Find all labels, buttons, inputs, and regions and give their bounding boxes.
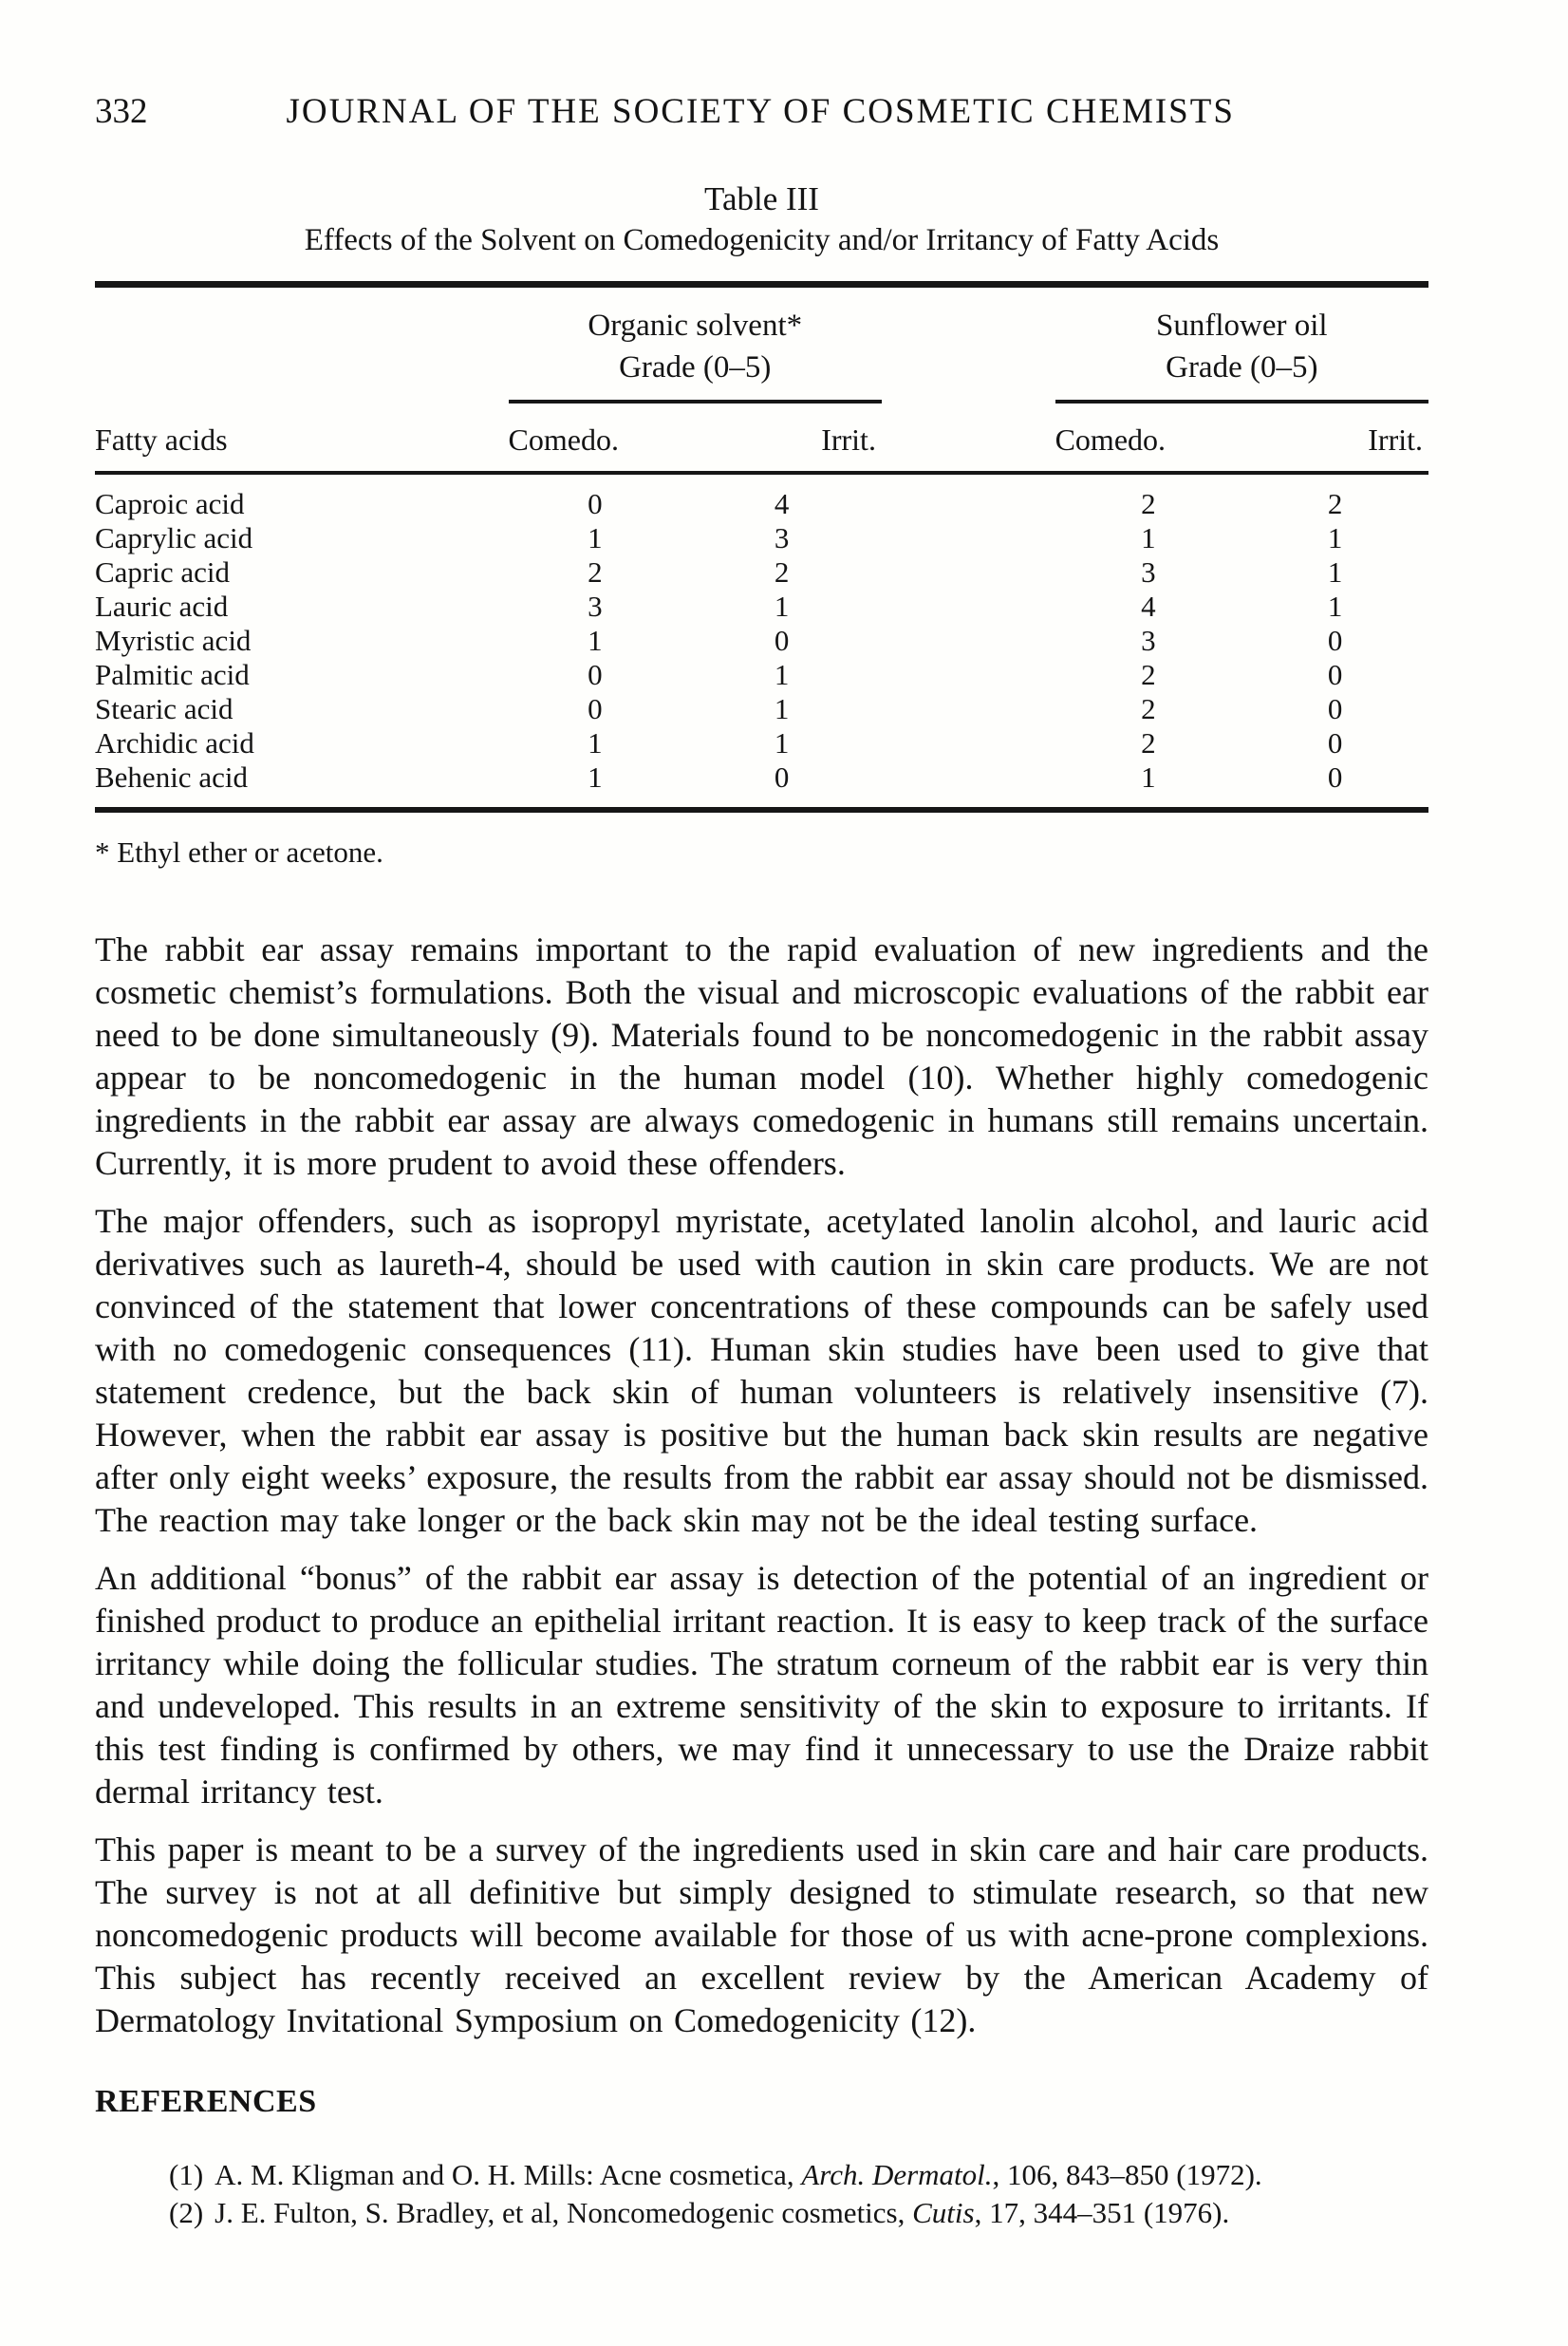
table-body xyxy=(95,473,1428,810)
fatty-acid-name: Capric acid xyxy=(95,555,231,590)
group-gap xyxy=(882,285,1055,403)
gap-cell xyxy=(882,624,1055,658)
reference-journal: Cutis xyxy=(912,2196,975,2230)
column-header-fatty-acids: Fatty acids xyxy=(95,402,509,473)
column-header-comedo-organic: Comedo. xyxy=(509,402,682,473)
column-header-irrit-sunflower: Irrit. xyxy=(1241,402,1428,473)
grade-value: 0 xyxy=(1327,658,1343,692)
grade-value: 2 xyxy=(1141,726,1156,760)
grade-value: 1 xyxy=(774,726,790,760)
grade-value: 2 xyxy=(774,555,790,590)
column-header-comedo-sunflower: Comedo. xyxy=(1055,402,1242,473)
fatty-acid-name: Stearic acid xyxy=(95,692,233,726)
column-header-gap xyxy=(882,402,1055,473)
reference-text: J. E. Fulton, S. Bradley, et al, Noncomedogenic cosmetics, xyxy=(215,2196,913,2230)
grade-value: 3 xyxy=(1141,624,1156,658)
fatty-acid-name: Caprylic acid xyxy=(95,521,253,555)
reference-text: , 17, 344–351 (1976). xyxy=(974,2196,1230,2230)
column-header-irrit-organic: Irrit. xyxy=(681,402,882,473)
group-sublabel: Grade (0–5) xyxy=(1166,350,1318,385)
table-row xyxy=(95,555,1428,590)
reference-text: , 106, 843–850 (1972). xyxy=(992,2158,1262,2192)
article-body xyxy=(95,929,1428,2042)
gap-cell xyxy=(882,726,1055,760)
gap-cell xyxy=(882,590,1055,624)
group-header-sunflower-oil xyxy=(1055,285,1428,403)
gap-cell xyxy=(882,760,1055,810)
body-paragraph: The major offenders, such as isopropyl myristate, acetylated lanolin alcohol, and lauric acid derivatives such as laureth-4, should be used with caution in skin care products. We are not convinced of the statement that lower concentrations of these compounds can be safely used with no comedogenic consequences (11). Human skin studies have been used to give that statement credence, but the back skin of human volunteers is relatively insensitive (7). However, when the rabbit ear assay is positive but the human back skin results are negative after only eight weeks’ exposure, the results from the rabbit ear assay should not be dismissed. The reaction may take longer or the back skin may not be the ideal testing surface. xyxy=(95,1202,1428,1540)
grade-value: 1 xyxy=(1327,555,1343,590)
fatty-acid-name: Archidic acid xyxy=(95,726,254,760)
table-row xyxy=(95,521,1428,555)
table-row xyxy=(95,726,1428,760)
body-paragraph: The rabbit ear assay remains important to the rapid evaluation of new ingredients and the cosmetic chemist’s formulations. Both the visual and microscopic evaluations of the rabbit ear need to be done simultaneously (9). Materials found to be noncomedogenic in the rabbit assay appear to be noncomedogenic in the human model (10). Whether highly comedogenic ingredients in the rabbit ear assay are always comedogenic in humans still remains uncertain. Currently, it is more prudent to avoid these offenders. xyxy=(95,930,1428,1183)
running-title: JOURNAL OF THE SOCIETY OF COSMETIC CHEMISTS xyxy=(286,92,1235,131)
reference-item xyxy=(169,2156,1428,2194)
gap-cell xyxy=(882,692,1055,726)
reference-journal: Arch. Dermatol. xyxy=(801,2158,993,2192)
reference-number: (2) xyxy=(169,2196,204,2230)
column-header-row xyxy=(95,402,1428,473)
body-paragraph: This paper is meant to be a survey of the ingredients used in skin care and hair care products. The survey is not at all definitive but simply designed to stimulate research, so that new noncomedogenic products will become available for those of us with acne-prone complexions. This subject has recently received an excellent review by the American Academy of Dermatology Invitational Symposium on Comedogenicity (12). xyxy=(95,1830,1428,2040)
gap-cell xyxy=(882,473,1055,521)
page-number: 332 xyxy=(95,92,148,131)
table-row xyxy=(95,692,1428,726)
table-row xyxy=(95,658,1428,692)
table-subtitle: Effects of the Solvent on Comedogenicity and/or Irritancy of Fatty Acids xyxy=(304,223,1220,258)
grade-value: 1 xyxy=(1327,590,1343,624)
table-title: Table III xyxy=(704,180,819,218)
fatty-acid-name: Palmitic acid xyxy=(95,658,250,692)
table-row xyxy=(95,473,1428,521)
table-row xyxy=(95,624,1428,658)
grade-value: 0 xyxy=(774,760,790,795)
grade-value: 2 xyxy=(1141,658,1156,692)
grade-value: 0 xyxy=(774,624,790,658)
grade-value: 0 xyxy=(588,487,603,521)
table-row xyxy=(95,760,1428,810)
group-label: Sunflower oil xyxy=(1156,309,1328,344)
fatty-acid-name: Behenic acid xyxy=(95,760,248,795)
fatty-acid-name: Caproic acid xyxy=(95,487,245,521)
reference-text: A. M. Kligman and O. H. Mills: Acne cosmetica, xyxy=(215,2158,802,2192)
fatty-acid-name: Lauric acid xyxy=(95,590,229,624)
grade-value: 3 xyxy=(588,590,603,624)
group-header-spacer xyxy=(95,285,509,403)
body-paragraph: An additional “bonus” of the rabbit ear assay is detection of the potential of an ingredient or finished product to produce an epithelial irritant reaction. It is easy to keep track of the surface irritancy while doing the follicular studies. The stratum corneum of the rabbit ear is very thin and undeveloped. This results in an extreme sensitivity of the skin to exposure to irritants. If this test finding is confirmed by others, we may find it unnecessary to use the Draize rabbit dermal irritancy test. xyxy=(95,1559,1428,1811)
running-head xyxy=(95,91,1428,133)
grade-value: 1 xyxy=(1141,760,1156,795)
effects-table xyxy=(95,281,1428,813)
grade-value: 1 xyxy=(774,590,790,624)
grade-value: 0 xyxy=(1327,692,1343,726)
grade-value: 1 xyxy=(588,624,603,658)
grade-value: 1 xyxy=(774,692,790,726)
grade-value: 0 xyxy=(1327,624,1343,658)
grade-value: 0 xyxy=(1327,726,1343,760)
table-footnote: * Ethyl ether or acetone. xyxy=(95,835,383,870)
grade-value: 3 xyxy=(1141,555,1156,590)
grade-value: 4 xyxy=(1141,590,1156,624)
grade-value: 2 xyxy=(588,555,603,590)
table-row xyxy=(95,590,1428,624)
reference-number: (1) xyxy=(169,2158,204,2192)
grade-value: 1 xyxy=(588,726,603,760)
grade-value: 0 xyxy=(1327,760,1343,795)
grade-value: 1 xyxy=(774,658,790,692)
grade-value: 0 xyxy=(588,692,603,726)
references-heading: REFERENCES xyxy=(95,2084,317,2120)
grade-value: 1 xyxy=(588,760,603,795)
group-label: Organic solvent* xyxy=(588,309,803,344)
group-header-organic-solvent xyxy=(509,285,882,403)
grade-value: 1 xyxy=(588,521,603,555)
grade-value: 1 xyxy=(1141,521,1156,555)
gap-cell xyxy=(882,521,1055,555)
grade-value: 4 xyxy=(774,487,790,521)
grade-value: 2 xyxy=(1327,487,1343,521)
grade-value: 3 xyxy=(774,521,790,555)
reference-item xyxy=(169,2194,1428,2232)
references-list xyxy=(95,2156,1428,2232)
gap-cell xyxy=(882,555,1055,590)
fatty-acid-name: Myristic acid xyxy=(95,624,252,658)
group-header-row xyxy=(95,285,1428,403)
grade-value: 2 xyxy=(1141,692,1156,726)
grade-value: 1 xyxy=(1327,521,1343,555)
grade-value: 0 xyxy=(588,658,603,692)
grade-value: 2 xyxy=(1141,487,1156,521)
group-sublabel: Grade (0–5) xyxy=(619,350,772,385)
gap-cell xyxy=(882,658,1055,692)
table-section xyxy=(95,180,1428,870)
